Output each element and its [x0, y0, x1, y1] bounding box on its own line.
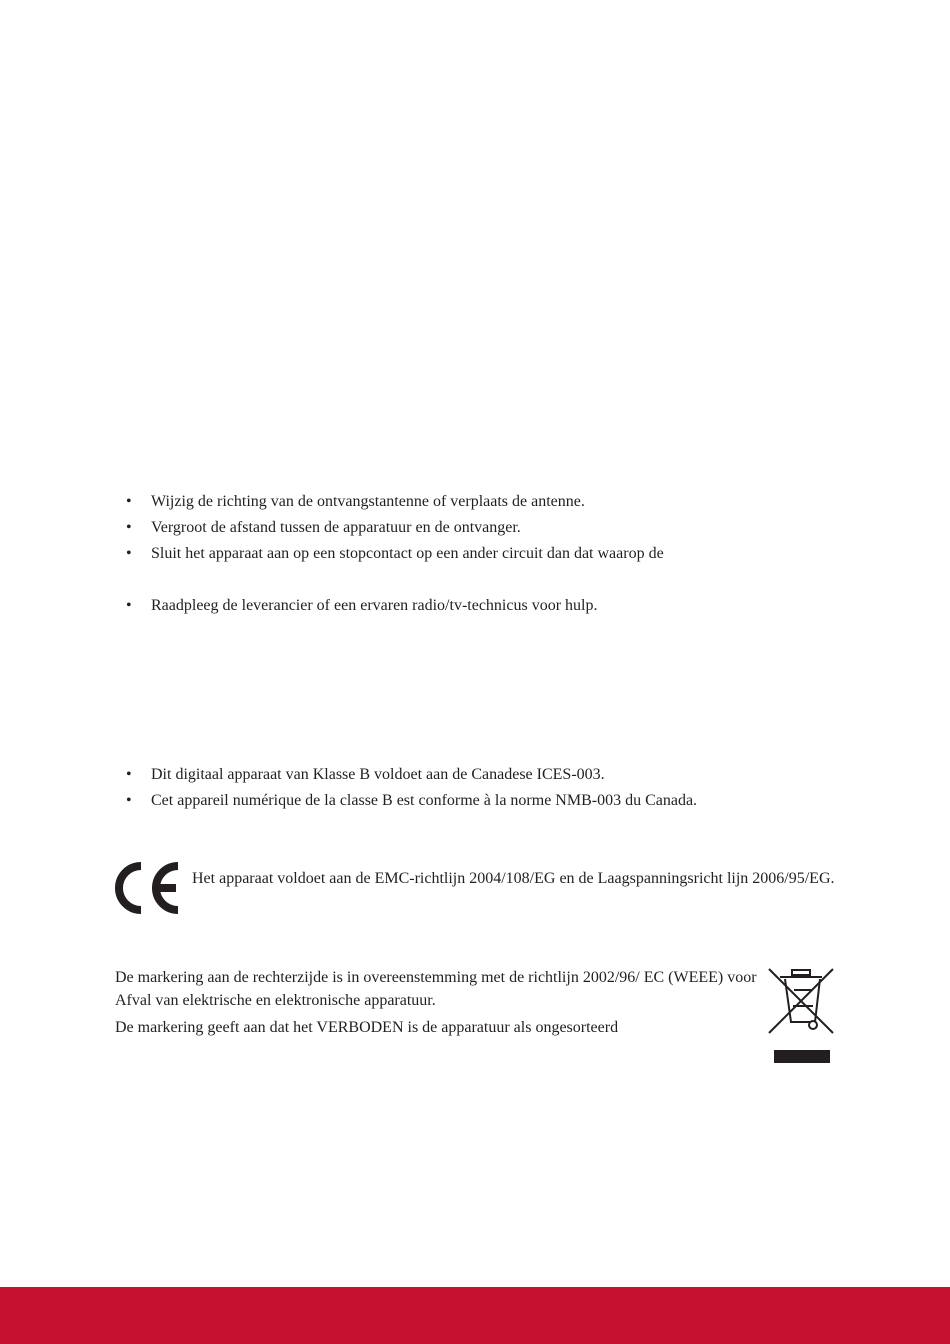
- weee-paragraph: De markering geeft aan dat het VERBODEN is de apparatuur als ongesorteerd: [115, 1019, 619, 1036]
- list-item: [126, 792, 697, 818]
- interference-measures-list: [126, 493, 664, 623]
- bullet: •: [126, 597, 132, 614]
- bullet: •: [126, 766, 132, 783]
- list-item: [126, 493, 664, 519]
- list-item: [126, 519, 664, 545]
- list-item: [126, 545, 664, 571]
- weee-statement: [115, 966, 760, 1039]
- bullet: •: [126, 792, 132, 809]
- bullet: •: [126, 519, 132, 536]
- ce-mark-icon: [112, 862, 182, 914]
- list-item-text: Raadpleeg de leverancier of een ervaren radio/tv-technicus voor hulp.: [151, 597, 598, 614]
- list-item: [126, 597, 664, 623]
- ce-compliance-text: Het apparaat voldoet aan de EMC-richtlijn 2004/108/EG en de Laagspanningsricht lijn 2006/95/EG.: [192, 870, 835, 887]
- list-item-text: Sluit het apparaat aan op een stopcontact op een ander circuit dan dat waarop de: [151, 545, 664, 562]
- weee-paragraph: De markering aan de rechterzijde is in overeenstemming met de richtlijn 2002/96/ EC (WEEE) voor Afval van elektrische en elektronische apparatuur.: [115, 969, 757, 1009]
- list-item-text: Dit digitaal apparaat van Klasse B voldoet aan de Canadese ICES-003.: [151, 766, 605, 783]
- crossed-out-wheelie-bin-icon: [766, 966, 836, 1036]
- footer-band: [0, 1287, 950, 1344]
- list-item-text: Cet appareil numérique de la classe B est conforme à la norme NMB-003 du Canada.: [151, 792, 698, 809]
- ices-statements-list: [126, 766, 697, 818]
- weee-date-bar: [774, 1050, 830, 1063]
- list-item: [126, 766, 697, 792]
- list-item-text: Wijzig de richting van de ontvangstantenne of verplaats de antenne.: [151, 493, 585, 510]
- bullet: •: [126, 493, 132, 510]
- bullet: •: [126, 545, 132, 562]
- list-item-text: Vergroot de afstand tussen de apparatuur en de ontvanger.: [151, 519, 521, 536]
